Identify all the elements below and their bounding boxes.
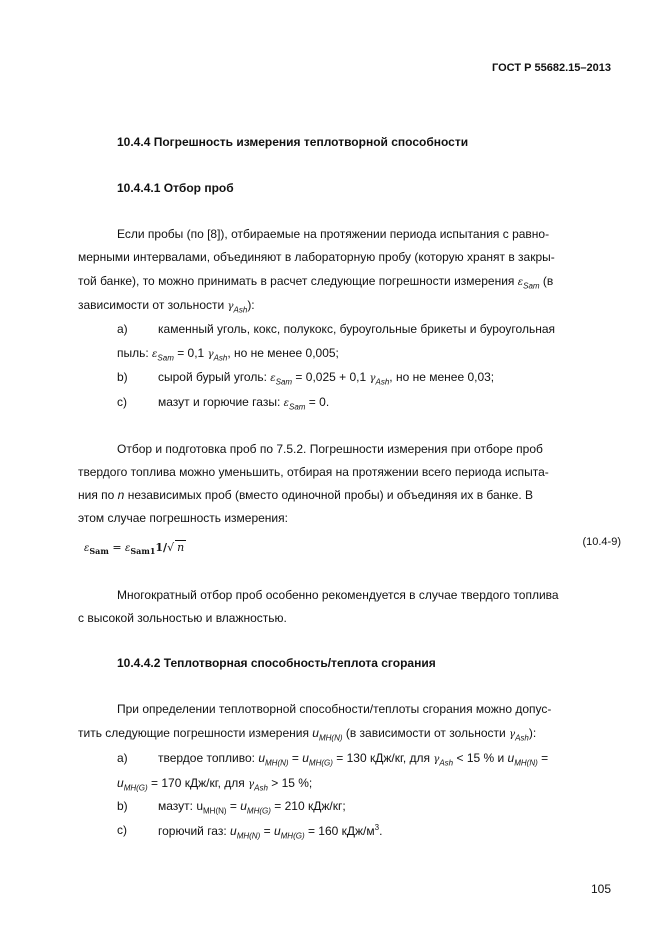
paragraph-line: тить следующие погрешности измерения $u_{MH(N)}$ (в зависимости от зольности $\gamma_{Ash}$): [78, 726, 537, 743]
paragraph-line: ния по n независимых проб (вместо одиночной пробы) и объединяя их в банке. В [78, 488, 534, 502]
list-item: каменный уголь, кокс, полукокс, буроугольные брикеты и буроугольная [158, 322, 555, 336]
list-label: c) [117, 823, 127, 837]
formula-10-4-9: $\varepsilon_{Sam} = \varepsilon_{Sam1}1/√$ n [84, 541, 185, 557]
paragraph-line: мерными интервалами, объединяют в лабораторную пробу (которую хранят в закры- [78, 250, 555, 264]
list-item: горючий газ: $u_{MH(N)} = u_{MH(G)} = 160$ кДж/$м^3$. [158, 823, 383, 841]
section-title: 10.4.4 Погрешность измерения теплотворной способности [117, 135, 469, 149]
list-item: мазут и горючие газы: $\varepsilon_{Sam} = 0$. [158, 395, 330, 412]
list-item: мазут: $u_{MH(N)} = u_{MH(G)} = 210$ кДж/кг; [158, 799, 346, 816]
list-label: c) [117, 395, 127, 409]
paragraph-line: При определении теплотворной способности/теплоты сгорания можно допус- [117, 702, 552, 716]
paragraph-line: Отбор и подготовка проб по 7.5.2. Погрешности измерения при отборе проб [117, 442, 543, 456]
paragraph-line: той банке), то можно принимать в расчет следующие погрешности измерения $\varepsilon_{Sam}$ (в [78, 274, 554, 291]
list-label: b) [117, 370, 128, 384]
list-label: b) [117, 799, 128, 813]
paragraph-line: Многократный отбор проб особенно рекомендуется в случае твердого топлива [117, 588, 559, 602]
paragraph-line: Если пробы (по [8]), отбираемые на протяжении периода испытания с равно- [117, 227, 550, 241]
standard-header: ГОСТ Р 55682.15–2013 [492, 62, 611, 74]
list-label: a) [117, 322, 128, 336]
list-item: твердое топливо: $u_{MH(N)} = u_{MH(G)} = 130$ кДж/кг, для $\gamma_{Ash} < 15$ % и $u_{MH(N)}$ = [158, 751, 549, 768]
list-item-cont: $u_{MH(G)} = 170$ кДж/кг, для $\gamma_{Ash} > 15$ %; [117, 776, 313, 793]
list-item-cont: пыль: $\varepsilon_{Sam} = 0,1$ $\gamma_{Ash}$, но не менее 0,005; [117, 346, 339, 363]
page-number: 105 [590, 882, 611, 896]
list-item: сырой бурый уголь: $\varepsilon_{Sam} = 0,025 + 0,1$ $\gamma_{Ash}$, но не менее 0,03; [158, 370, 495, 387]
subsection-title-sampling: 10.4.4.1 Отбор проб [117, 181, 234, 195]
subsection-title-heat: 10.4.4.2 Теплотворная способность/теплота сгорания [117, 656, 436, 670]
paragraph-line: твердого топлива можно уменьшить, отбирая на протяжении всего периода испыта- [78, 465, 549, 479]
paragraph-line: этом случае погрешность измерения: [78, 511, 288, 525]
formula-number: (10.4-9) [582, 536, 621, 548]
paragraph-line: с высокой зольностью и влажностью. [78, 611, 287, 625]
list-label: a) [117, 751, 128, 765]
paragraph-line: зависимости от зольности $\gamma_{Ash}$): [78, 298, 255, 315]
